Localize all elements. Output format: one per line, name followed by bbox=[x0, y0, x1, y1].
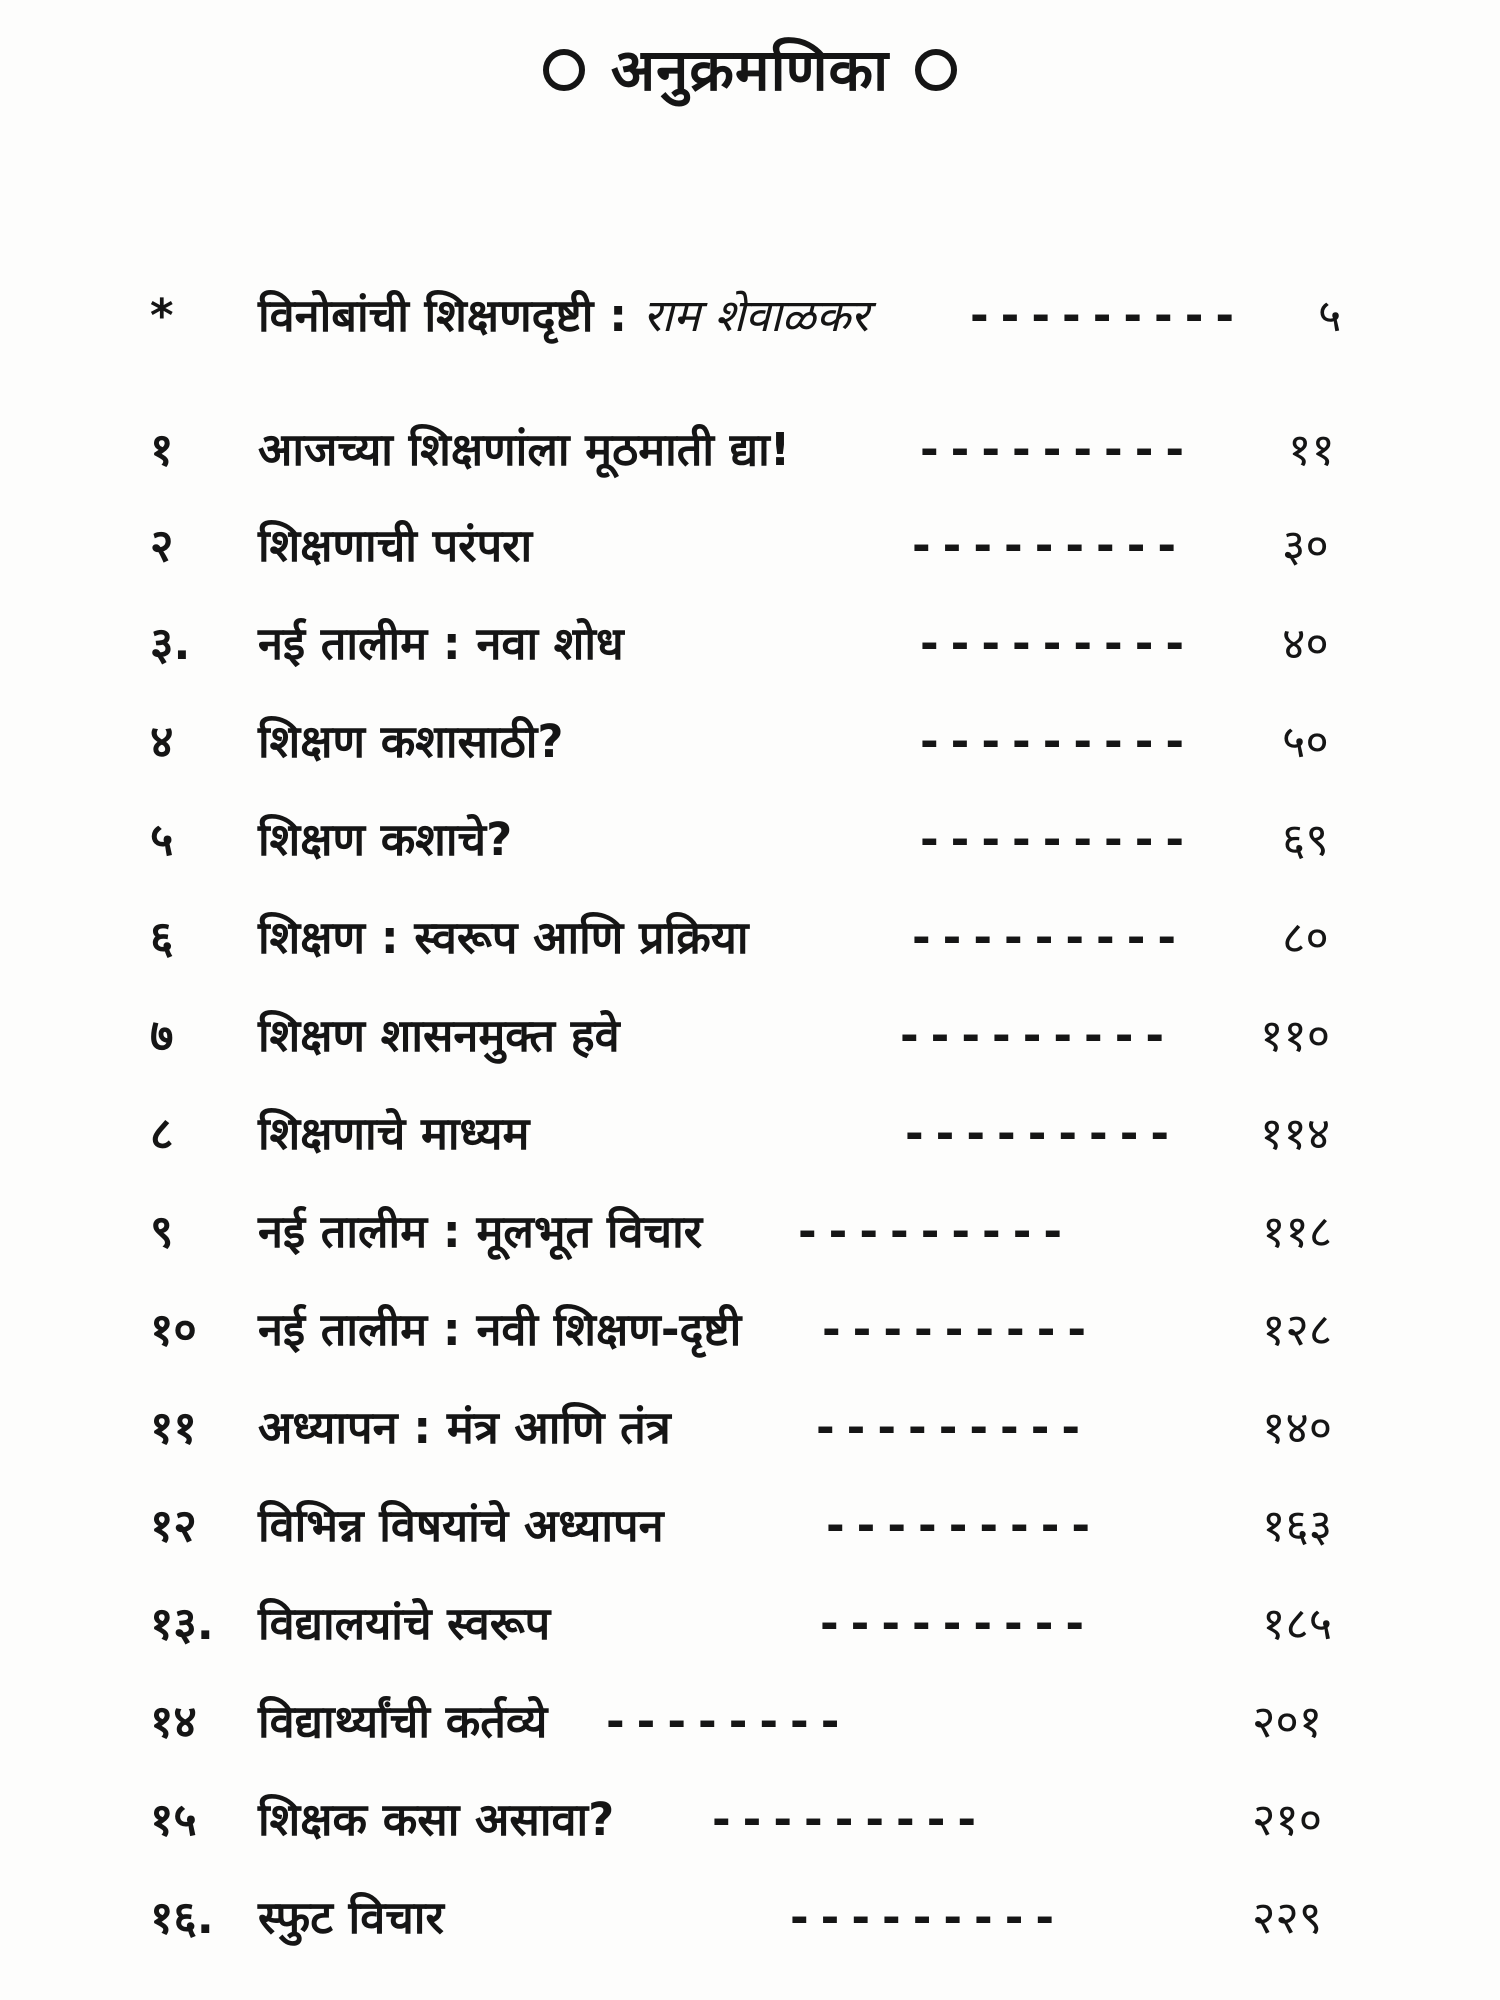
dot-leader: --------- bbox=[920, 715, 1197, 768]
contents-entry bbox=[0, 1388, 1500, 1468]
dot-leader: --------- bbox=[820, 1597, 1097, 1650]
contents-entry bbox=[0, 1192, 1500, 1272]
entry-number: ८ bbox=[150, 1107, 174, 1160]
entry-title: नई तालीम : मूलभूत विचार bbox=[258, 1205, 703, 1258]
entry-number: ५ bbox=[150, 813, 174, 866]
circle-ornament-icon bbox=[543, 49, 585, 91]
entry-title: शिक्षक कसा असावा? bbox=[258, 1793, 615, 1846]
dot-leader: --------- bbox=[790, 1891, 1067, 1944]
page-number: ५ bbox=[1318, 289, 1342, 342]
entry-number: ४ bbox=[150, 715, 174, 768]
dot-leader: --------- bbox=[816, 1401, 1093, 1454]
page-number: ११ bbox=[1288, 423, 1335, 476]
entry-number: १५ bbox=[150, 1793, 197, 1846]
entry-number: १ bbox=[150, 423, 174, 476]
dot-leader: --------- bbox=[920, 813, 1197, 866]
contents-entry bbox=[0, 506, 1500, 586]
entry-title: अध्यापन : मंत्र आणि तंत्र bbox=[258, 1401, 671, 1454]
entry-number: १६. bbox=[150, 1891, 214, 1944]
entry-number: ७ bbox=[150, 1009, 174, 1062]
dot-leader: --------- bbox=[798, 1205, 1075, 1258]
contents-entry bbox=[0, 1584, 1500, 1664]
entry-title: शिक्षण कशासाठी? bbox=[258, 715, 564, 768]
dot-leader: --------- bbox=[920, 617, 1197, 670]
entry-title: विनोबांची शिक्षणदृष्टी : राम शेवाळकर bbox=[258, 289, 869, 342]
contents-entry bbox=[0, 996, 1500, 1076]
entry-number: १२ bbox=[150, 1499, 197, 1552]
entry-number: * bbox=[150, 289, 174, 342]
contents-entry bbox=[0, 1878, 1500, 1958]
dot-leader: --------- bbox=[905, 1107, 1182, 1160]
dot-leader: -------- bbox=[606, 1695, 852, 1748]
dot-leader: --------- bbox=[826, 1499, 1103, 1552]
page-number: ११४ bbox=[1260, 1107, 1331, 1160]
contents-entry bbox=[0, 702, 1500, 782]
contents-entry-preface bbox=[0, 276, 1500, 356]
page-number: १२८ bbox=[1262, 1303, 1333, 1356]
entry-title: आजच्या शिक्षणांला मूठमाती द्या! bbox=[258, 423, 791, 476]
page-number: ४० bbox=[1282, 617, 1329, 670]
entry-title: विद्यालयांचे स्वरूप bbox=[258, 1597, 551, 1650]
contents-title: अनुक्रमणिका bbox=[610, 36, 890, 104]
dot-leader: --------- bbox=[912, 519, 1189, 572]
entry-number: २ bbox=[150, 519, 174, 572]
page-number: २२९ bbox=[1252, 1891, 1323, 1944]
page-number: ११८ bbox=[1262, 1205, 1333, 1258]
entry-number: १० bbox=[150, 1303, 197, 1356]
dot-leader: --------- bbox=[712, 1793, 989, 1846]
page-number: ६९ bbox=[1282, 813, 1329, 866]
entry-number: ९ bbox=[150, 1205, 174, 1258]
page-number: १४० bbox=[1262, 1401, 1333, 1454]
contents-entry bbox=[0, 898, 1500, 978]
page-number: ८० bbox=[1282, 911, 1329, 964]
contents-heading bbox=[0, 28, 1500, 112]
page-number: २०१ bbox=[1252, 1695, 1323, 1748]
dot-leader: --------- bbox=[920, 423, 1197, 476]
contents-entry bbox=[0, 410, 1500, 490]
contents-entry bbox=[0, 604, 1500, 684]
page-number: ११० bbox=[1260, 1009, 1331, 1062]
page-number: १६३ bbox=[1262, 1499, 1333, 1552]
page-number: ५० bbox=[1282, 715, 1329, 768]
entry-number: १४ bbox=[150, 1695, 197, 1748]
entry-title: शिक्षण शासनमुक्त हवे bbox=[258, 1009, 620, 1062]
circle-ornament-icon bbox=[915, 49, 957, 91]
entry-title: विभिन्न विषयांचे अध्यापन bbox=[258, 1499, 664, 1552]
entry-number: ६ bbox=[150, 911, 174, 964]
dot-leader: --------- bbox=[970, 289, 1247, 342]
page-number: २१० bbox=[1252, 1793, 1323, 1846]
page-number: १८५ bbox=[1262, 1597, 1333, 1650]
entry-title: विद्यार्थ्यांची कर्तव्ये bbox=[258, 1695, 548, 1748]
contents-entry bbox=[0, 1094, 1500, 1174]
contents-entry bbox=[0, 1682, 1500, 1762]
entry-title: स्फुट विचार bbox=[258, 1891, 444, 1944]
dot-leader: --------- bbox=[900, 1009, 1177, 1062]
dot-leader: --------- bbox=[822, 1303, 1099, 1356]
entry-author: राम शेवाळकर bbox=[643, 289, 869, 342]
entry-number: ३. bbox=[150, 617, 191, 670]
contents-entry bbox=[0, 800, 1500, 880]
page-number: ३० bbox=[1282, 519, 1329, 572]
contents-entry bbox=[0, 1290, 1500, 1370]
entry-title: शिक्षण कशाचे? bbox=[258, 813, 513, 866]
entry-title: नई तालीम : नवा शोध bbox=[258, 617, 624, 670]
contents-entry bbox=[0, 1780, 1500, 1860]
entry-title: शिक्षण : स्वरूप आणि प्रक्रिया bbox=[258, 911, 749, 964]
entry-title: नई तालीम : नवी शिक्षण-दृष्टी bbox=[258, 1303, 742, 1356]
entry-title: शिक्षणाची परंपरा bbox=[258, 519, 533, 572]
entry-title: शिक्षणाचे माध्यम bbox=[258, 1107, 530, 1160]
entry-number: १३. bbox=[150, 1597, 214, 1650]
contents-entry bbox=[0, 1486, 1500, 1566]
entry-number: ११ bbox=[150, 1401, 197, 1454]
dot-leader: --------- bbox=[912, 911, 1189, 964]
